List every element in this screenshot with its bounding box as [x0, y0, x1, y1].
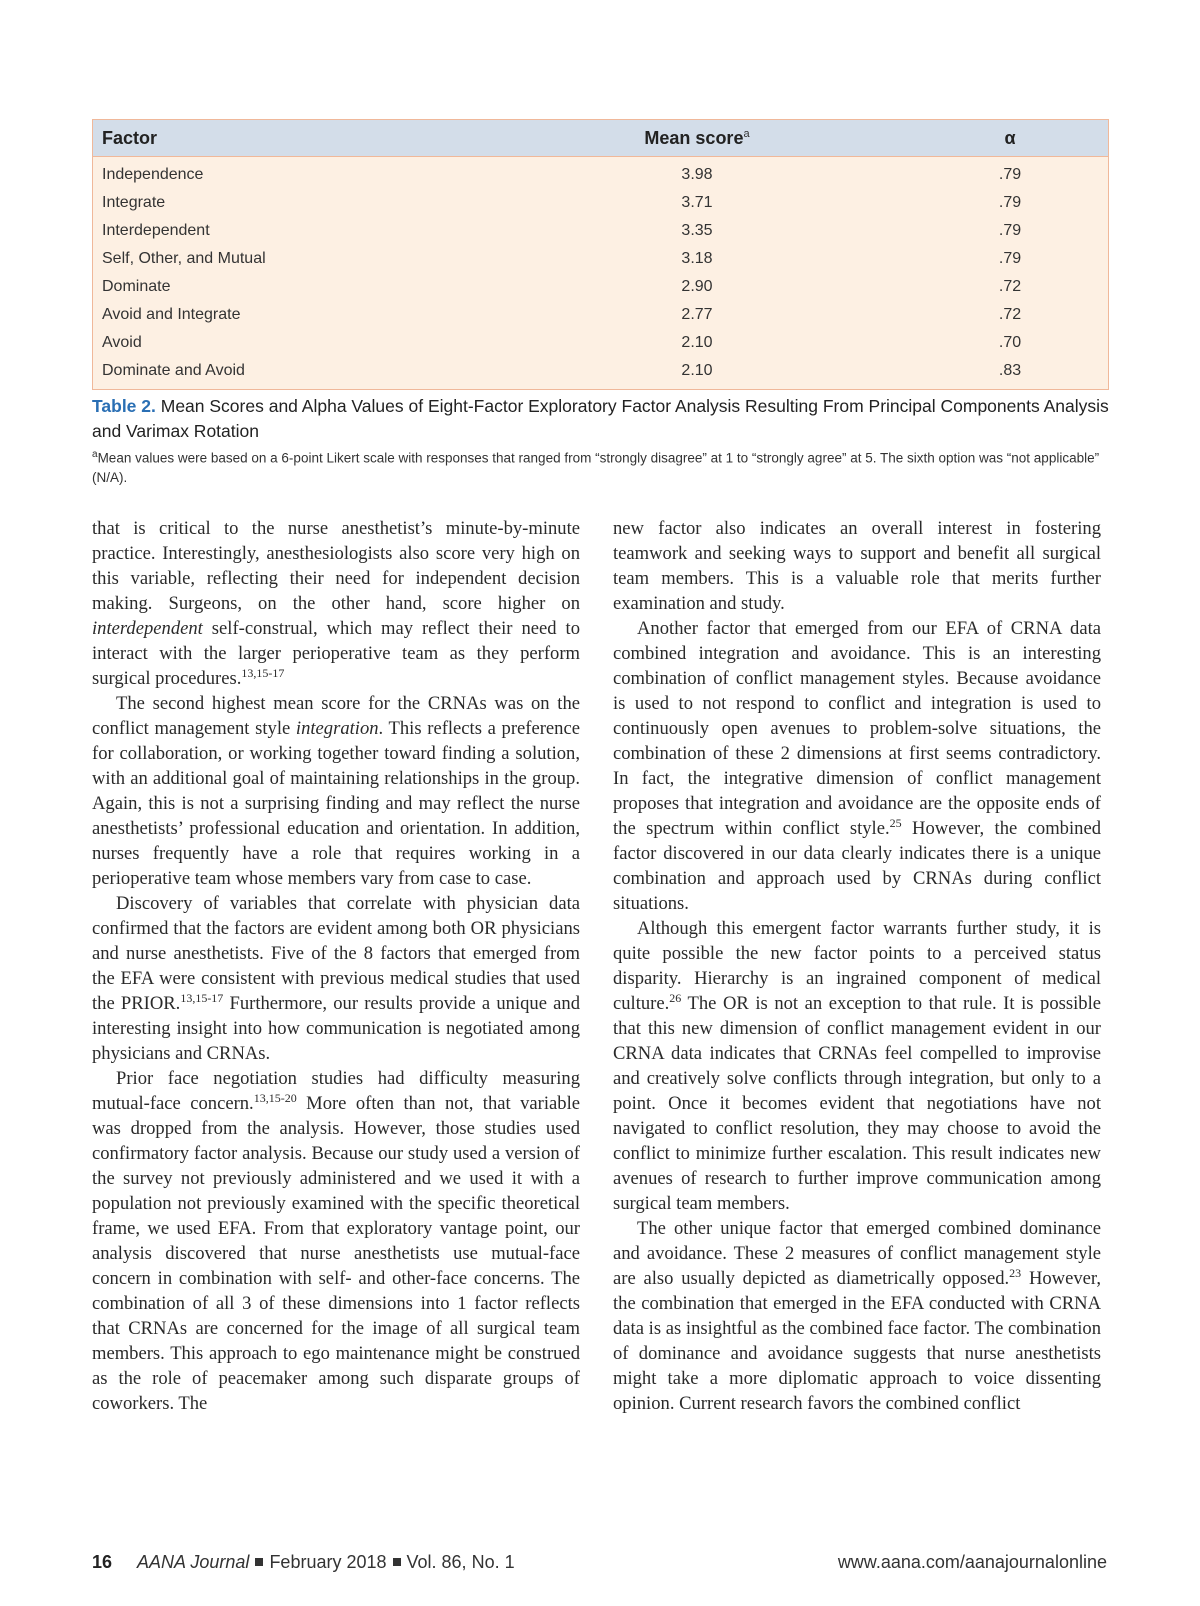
paragraph [613, 616, 1101, 916]
text-run: Although this emergent factor warrants further study, it is quite possible the new factor points to a perceived status disparity. Hierarchy is an ingrained component of medical culture. [613, 918, 1101, 1014]
table-row [93, 273, 1108, 301]
text-run: Discovery of variables that correlate with physician data confirmed that the factors are evident among both OR physicians and nurse anesthetists. Five of the 8 factors that emerged from the EFA were consistent with previous medical studies that used the PRIOR. [92, 893, 580, 1014]
cell-factor: Dominate [102, 278, 171, 295]
cell-factor: Avoid [102, 334, 142, 351]
header-alpha: α [872, 120, 1108, 157]
table-2 [92, 119, 1109, 390]
citation-superscript: 26 [669, 991, 682, 1005]
paragraph [613, 916, 1101, 1216]
page-number: 16 [92, 1552, 113, 1572]
text-run: However, the combined factor discovered in our data clearly indicates there is a unique combination and approach used by CRNAs during conflict situations. [613, 818, 1101, 914]
cell-mean: 2.90 [681, 278, 713, 295]
cell-mean: 3.98 [681, 166, 713, 183]
table-row [93, 189, 1108, 217]
journal-name: AANA Journal [137, 1552, 250, 1572]
factor-table [93, 120, 1108, 389]
cell-mean: 3.35 [681, 222, 713, 239]
header-mean-footnote-marker: a [743, 127, 750, 140]
cell-factor: Interdependent [102, 222, 210, 239]
text-run: self-construal, which may reflect their need to interact with the larger perioperative team as they perform surgical procedures. [92, 618, 580, 689]
separator-square-icon [393, 1558, 401, 1566]
cell-factor: Avoid and Integrate [102, 306, 241, 323]
cell-alpha: .79 [998, 166, 1022, 183]
paragraph [613, 1216, 1101, 1416]
emphasis-text: integration [295, 718, 379, 739]
text-run: Furthermore, our results provide a unique and interesting insight into how communication is negotiated among physicians and CRNAs. [92, 993, 580, 1064]
paragraph [92, 516, 580, 691]
header-mean-score [522, 120, 872, 157]
cell-factor: Integrate [102, 194, 166, 211]
cell-mean: 2.10 [681, 334, 713, 351]
cell-mean: 2.10 [681, 362, 713, 379]
citation-superscript: 23 [1009, 1266, 1022, 1280]
table-row [93, 245, 1108, 273]
cell-alpha: .72 [998, 306, 1022, 323]
table-footnote [92, 445, 1112, 487]
text-run: The OR is not an exception to that rule. It is possible that this new dimension of conflict management evident in our CRNA data indicates that CRNAs feel compelled to improvise and creatively solve conflicts through integration, but only to a point. Once it becomes evident that negotiations have not navigated to conflict resolution, they may choose to avoid the conflict to minimize further escalation. This result indicates new avenues of research to further improve communication among surgical team members. [613, 993, 1101, 1214]
journal-url: www.aana.com/aanajournalonline [837, 1552, 1107, 1572]
caption-title [92, 394, 1112, 444]
volume-issue: Vol. 86, No. 1 [406, 1552, 515, 1572]
cell-mean: 2.77 [681, 306, 713, 323]
citation-superscript: 13,15-20 [253, 1091, 297, 1105]
paragraph [92, 1066, 580, 1416]
text-run: The other unique factor that emerged combined dominance and avoidance. These 2 measures of conflict management style are also usually depicted as diametrically opposed. [613, 1218, 1101, 1289]
table-row [93, 329, 1108, 357]
text-run: that is critical to the nurse anesthetist’s minute-by-minute practice. Interestingly, anesthesiologists also score very high on this variable, reflecting their need for independent decision making. Surgeons, on the other hand, score higher on [92, 518, 580, 614]
header-mean-label: Mean score [644, 127, 744, 148]
paragraph: new factor also indicates an overall interest in fostering teamwork and seeking ways to support and benefit all surgical team members. This is a valuable role that merits further examination and study. [613, 518, 1101, 614]
table-caption [92, 394, 1112, 487]
cell-mean: 3.18 [681, 250, 713, 267]
table-row [93, 157, 1108, 190]
footnote-marker: a [92, 449, 98, 460]
body-column-right [613, 516, 1101, 1416]
cell-alpha: .83 [998, 362, 1022, 379]
citation-superscript: 25 [889, 816, 902, 830]
text-run: However, the combination that emerged in the EFA conducted with CRNA data is as insightful as the combined face factor. The combination of dominance and avoidance suggests that nurse anesthetists might take a more diplomatic approach to voice dissenting opinion. Current research favors the combined conflict [613, 1268, 1101, 1414]
cell-factor: Self, Other, and Mutual [102, 250, 266, 267]
cell-alpha: .79 [998, 250, 1022, 267]
cell-factor: Dominate and Avoid [102, 362, 245, 379]
text-run: . This reflects a preference for collaboration, or working together toward finding a solution, with an additional goal of maintaining relationships in the group. Again, this is not a surprising finding and may reflect the nurse anesthetists’ professional education and orientation. In addition, nurses frequently have a role that requires working in a perioperative team whose members vary from case to case. [92, 718, 580, 889]
cell-mean: 3.71 [681, 194, 713, 211]
paragraph [92, 691, 580, 891]
caption-label: Table 2. [92, 396, 156, 416]
cell-alpha: .79 [998, 194, 1022, 211]
footnote-text: Mean values were based on a 6-point Likert scale with responses that ranged from “strongly disagree” at 1 to “strongly agree” at 5. The sixth option was “not applicable” (N/A). [92, 450, 1100, 485]
table-header-row [93, 120, 1108, 157]
text-run: Prior face negotiation studies had difficulty measuring mutual-face concern. [92, 1068, 580, 1114]
cell-alpha: .79 [998, 222, 1022, 239]
citation-superscript: 13,15-17 [180, 991, 224, 1005]
text-run: The second highest mean score for the CRNAs was on the conflict management style [92, 693, 580, 739]
text-run: Another factor that emerged from our EFA of CRNA data combined integration and avoidance. This is an interesting combination of conflict management styles. Because avoidance is used to not respond to conflict and integration is used to continuously open avenues to problem-solve situations, the combination of these 2 dimensions at first seems contradictory. In fact, the integrative dimension of conflict management proposes that integration and avoidance are the opposite ends of the spectrum within conflict style. [613, 618, 1101, 839]
cell-alpha: .70 [998, 334, 1022, 351]
citation-superscript: 13,15-17 [241, 666, 285, 680]
cell-factor: Independence [102, 166, 204, 183]
paragraph [92, 891, 580, 1066]
text-run: More often than not, that variable was dropped from the analysis. However, those studies used confirmatory factor analysis. Because our study used a version of the survey not previously administered and we used it with a population not previously examined with the specific theoretical frame, we used EFA. From that exploratory vantage point, our analysis discovered that nurse anesthetists use mutual-face concern in combination with self- and other-face concerns. The combination of all 3 of these dimensions into 1 factor reflects that CRNAs are concerned for the image of all surgical team members. This approach to ego maintenance might be construed as the role of peacemaker among such disparate groups of coworkers. The [92, 1093, 580, 1414]
issue-date: February 2018 [269, 1552, 387, 1572]
emphasis-text: interdependent [92, 618, 203, 639]
cell-alpha: .72 [998, 278, 1022, 295]
caption-text: Mean Scores and Alpha Values of Eight-Factor Exploratory Factor Analysis Resulting From Principal Components Analysis and Varimax Rotation [92, 396, 1109, 441]
table-row [93, 217, 1108, 245]
table-row [93, 301, 1108, 329]
header-factor: Factor [93, 120, 522, 157]
table-row [93, 357, 1108, 389]
body-column-left [92, 516, 580, 1416]
page-footer [92, 1552, 1107, 1578]
separator-square-icon [255, 1558, 263, 1566]
